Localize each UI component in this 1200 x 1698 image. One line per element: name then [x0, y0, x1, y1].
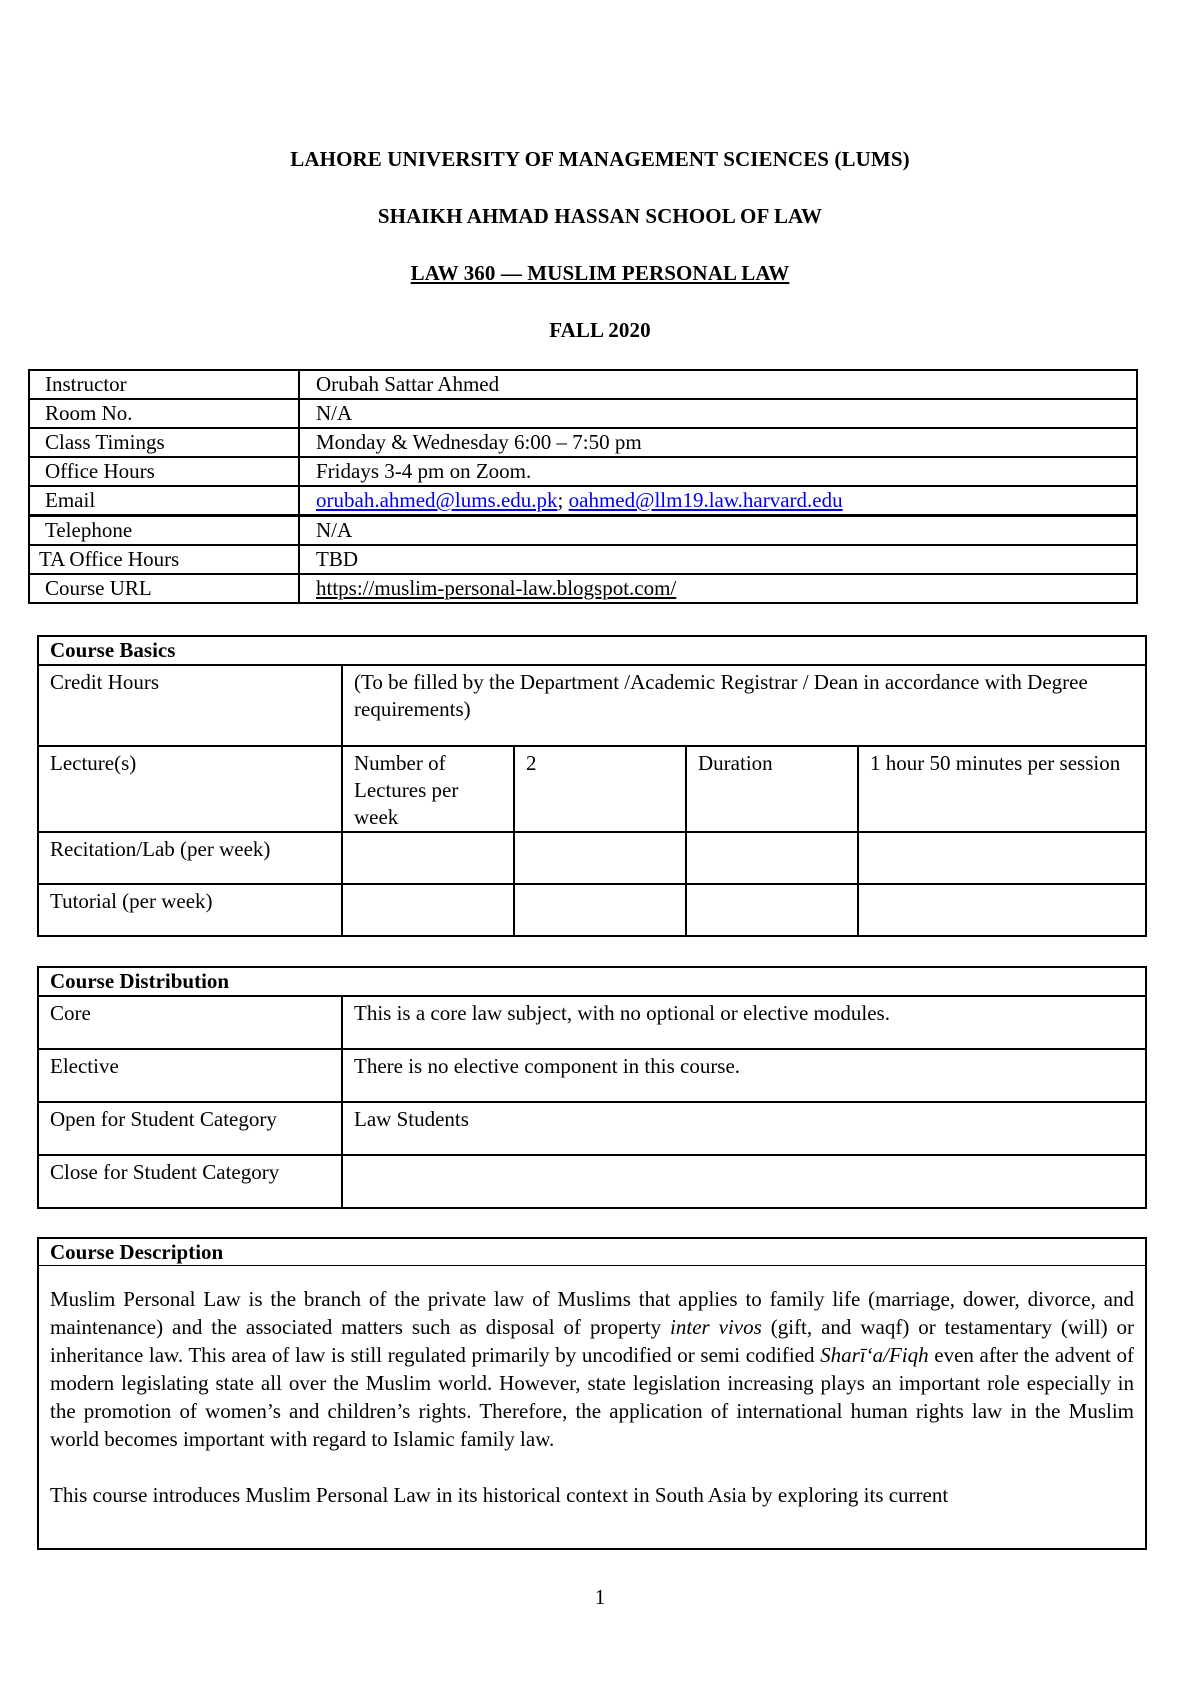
table-row	[38, 884, 1146, 936]
office-hours-label: Office Hours	[29, 457, 299, 486]
email-value	[299, 486, 1137, 516]
recitation-label: Recitation/Lab (per week)	[38, 832, 342, 884]
duration-label: Duration	[686, 746, 858, 832]
course-url-link[interactable]: https://muslim-personal-law.blogspot.com/	[316, 576, 677, 600]
course-distribution-table	[37, 966, 1147, 1209]
empty-cell	[514, 832, 686, 884]
email-label: Email	[29, 486, 299, 516]
timings-value: Monday & Wednesday 6:00 – 7:50 pm	[299, 428, 1137, 457]
school-heading: SHAIKH AHMAD HASSAN SCHOOL OF LAW	[377, 204, 823, 228]
course-url-value	[299, 574, 1137, 603]
course-description-box	[37, 1237, 1147, 1550]
course-heading	[0, 261, 1200, 286]
empty-cell	[514, 884, 686, 936]
table-row	[29, 399, 1137, 428]
core-value: This is a core law subject, with no optional or elective modules.	[342, 996, 1146, 1049]
empty-cell	[858, 832, 1146, 884]
course-basics-table	[37, 635, 1147, 937]
empty-cell	[342, 1155, 1146, 1208]
elective-label: Elective	[38, 1049, 342, 1102]
table-row	[29, 457, 1137, 486]
table-row	[38, 1155, 1146, 1208]
ta-office-hours-value: TBD	[299, 545, 1137, 574]
email-link-lums[interactable]: orubah.ahmed@lums.edu.pk	[316, 488, 558, 512]
timings-label: Class Timings	[29, 428, 299, 457]
table-row	[38, 832, 1146, 884]
table-row	[38, 967, 1146, 996]
empty-cell	[342, 832, 514, 884]
description-text: even after the advent of modern legislating state all over the Muslim world. However, state legislation increasing plays an important role especially in the promotion of women’s and children’s rights. Therefore, the application of international human rights law in the Muslim world becomes important with regard to Islamic family law.	[50, 1343, 1134, 1451]
table-row	[29, 370, 1137, 399]
course-title: LAW 360 — MUSLIM PERSONAL LAW	[410, 261, 790, 285]
credit-hours-label: Credit Hours	[38, 665, 342, 746]
description-paragraph: This course introduces Muslim Personal Law in its historical context in South Asia by exploring its current	[50, 1483, 949, 1507]
description-italic-text: Sharī‘a/Fiqh	[820, 1343, 929, 1367]
course-distribution-title: Course Distribution	[38, 967, 1146, 996]
close-category-label: Close for Student Category	[38, 1155, 342, 1208]
table-row	[29, 516, 1137, 546]
room-label: Room No.	[29, 399, 299, 428]
table-row	[29, 428, 1137, 457]
instructor-info-table	[28, 369, 1138, 604]
description-italic-text: inter vivos	[670, 1315, 762, 1339]
description-text: Muslim Personal Law is the branch of the private law of Muslims that applies to family life (marriage, dower, divorce, and maintenance) and the associated matters such as disposal of property	[50, 1287, 1134, 1339]
credit-hours-value: (To be filled by the Department /Academic Registrar / Dean in accordance with Degree requirements)	[342, 665, 1146, 746]
empty-cell	[858, 884, 1146, 936]
table-row	[29, 486, 1137, 516]
lectures-per-week-label: Number of Lectures per week	[342, 746, 514, 832]
tutorial-label: Tutorial (per week)	[38, 884, 342, 936]
course-url-label: Course URL	[29, 574, 299, 603]
instructor-value: Orubah Sattar Ahmed	[299, 370, 1137, 399]
term-heading: FALL 2020	[549, 318, 651, 342]
open-category-value: Law Students	[342, 1102, 1146, 1155]
open-category-label: Open for Student Category	[38, 1102, 342, 1155]
instructor-label: Instructor	[29, 370, 299, 399]
table-row	[38, 1049, 1146, 1102]
ta-office-hours-label: TA Office Hours	[29, 545, 299, 574]
empty-cell	[686, 884, 858, 936]
empty-cell	[342, 884, 514, 936]
elective-value: There is no elective component in this course.	[342, 1049, 1146, 1102]
room-value: N/A	[299, 399, 1137, 428]
telephone-value: N/A	[299, 516, 1137, 546]
description-text: (gift, and waqf) or testamentary (will) or inheritance law. This area of law is still regulated primarily by uncodified or semi codified	[50, 1315, 1134, 1367]
email-separator: ;	[557, 488, 569, 512]
table-row	[38, 665, 1146, 746]
course-basics-title: Course Basics	[38, 636, 1146, 665]
table-row	[38, 636, 1146, 665]
lectures-label: Lecture(s)	[38, 746, 342, 832]
office-hours-value: Fridays 3-4 pm on Zoom.	[299, 457, 1137, 486]
page-number: 1	[594, 1585, 606, 1609]
telephone-label: Telephone	[29, 516, 299, 546]
lectures-per-week-value: 2	[514, 746, 686, 832]
core-label: Core	[38, 996, 342, 1049]
table-row	[29, 545, 1137, 574]
description-paragraph	[39, 1285, 1145, 1453]
table-row	[38, 996, 1146, 1049]
table-row	[38, 746, 1146, 832]
course-description-title: Course Description	[39, 1239, 1145, 1266]
email-link-harvard[interactable]: oahmed@llm19.law.harvard.edu	[568, 488, 843, 512]
table-row	[29, 574, 1137, 603]
empty-cell	[686, 832, 858, 884]
table-row	[38, 1102, 1146, 1155]
duration-value: 1 hour 50 minutes per session	[858, 746, 1146, 832]
university-heading: LAHORE UNIVERSITY OF MANAGEMENT SCIENCES (LUMS)	[290, 147, 910, 171]
